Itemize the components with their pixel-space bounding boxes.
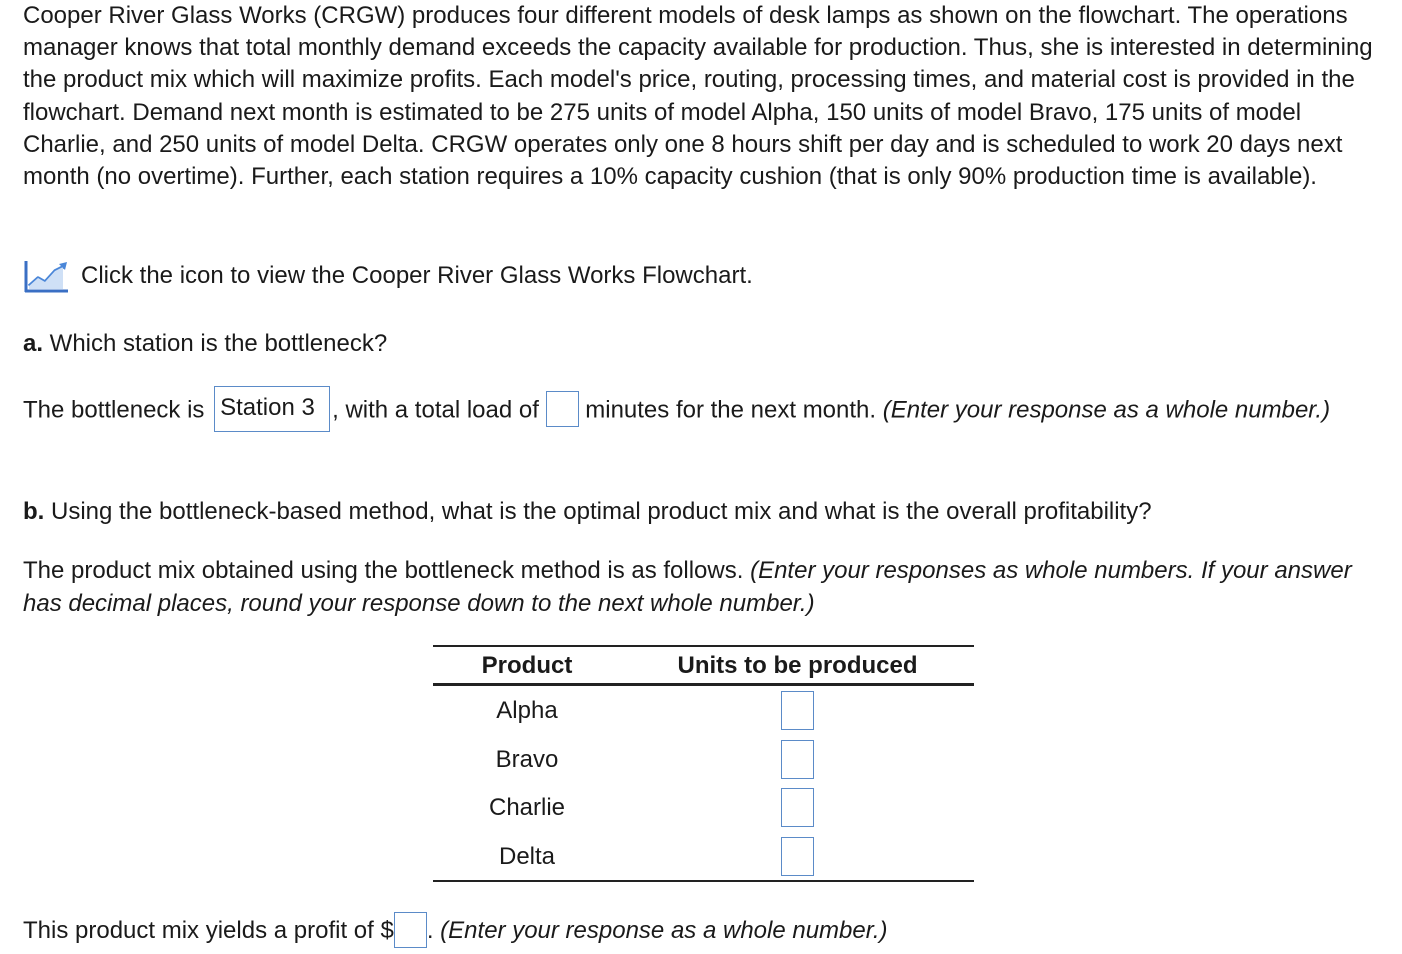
profit-input[interactable] [394,912,427,948]
table-header-rule [433,683,974,686]
instruction-lead: The product mix obtained using the bottleneck method is as follows. [23,557,751,584]
question-a [23,328,387,360]
instruction-italic: (Enter your responses as whole numbers. If your answer has decimal places, round your response down to the next whole number.) [23,557,1352,617]
flowchart-link-label[interactable]: Click the icon to view the Cooper River Glass Works Flowchart. [81,262,753,289]
header-product: Product [481,652,573,679]
profit-line [23,911,888,951]
chart-line-icon[interactable] [23,258,69,294]
product-charlie: Charlie [488,794,566,821]
flowchart-link-row [23,258,753,294]
units-charlie-input[interactable] [781,788,814,827]
product-alpha: Alpha [496,697,558,724]
question-b [23,496,1152,528]
question-b-text: Using the bottleneck-based method, what is the optimal product mix and what is the overall profitability? [44,498,1152,525]
profit-suffix: . [426,917,441,944]
answer-a [23,388,1388,434]
product-mix-instruction [23,554,1388,620]
units-alpha-input[interactable] [781,691,814,730]
header-units: Units to be produced [677,652,918,679]
station-select[interactable]: Station 3 [214,386,330,432]
units-delta-input[interactable] [781,837,814,876]
profit-prefix: This product mix yields a profit of $ [23,917,394,944]
load-mid-text: , with a total load of [332,396,546,424]
units-bravo-input[interactable] [781,740,814,779]
bottleneck-prefix: The bottleneck is [23,396,212,424]
question-a-prefix: a. [23,330,44,357]
table-top-rule [433,645,974,647]
product-delta: Delta [498,843,556,870]
question-a-text: Which station is the bottleneck? [43,330,388,357]
question-b-prefix: b. [23,498,45,525]
total-load-input[interactable] [546,391,579,427]
profit-instruction: (Enter your response as a whole number.) [440,917,888,944]
table-bottom-rule [433,880,974,882]
product-bravo: Bravo [495,746,559,773]
load-after-text: minutes for the next month. [578,396,883,424]
load-instruction: (Enter your response as a whole number.) [882,396,1331,424]
problem-statement: Cooper River Glass Works (CRGW) produces four different models of desk lamps as shown on the flowchart. The operations manager knows that total monthly demand exceeds the capacity available for production. Thus, she is interested in determining the product mix which will maximize profits. Each model's price, routing, processing times, and material cost is provided in the flowchart. Demand next month is estimated to be 275 units of model Alpha, 150 units of model Bravo, 175 units of model Charlie, and 250 units of model Delta. CRGW operates only one 8 hours shift per day and is scheduled to work 20 days next month (no overtime). Further, each station requires a 10% capacity cushion (that is only 90% production time is available). [23,2,1373,191]
